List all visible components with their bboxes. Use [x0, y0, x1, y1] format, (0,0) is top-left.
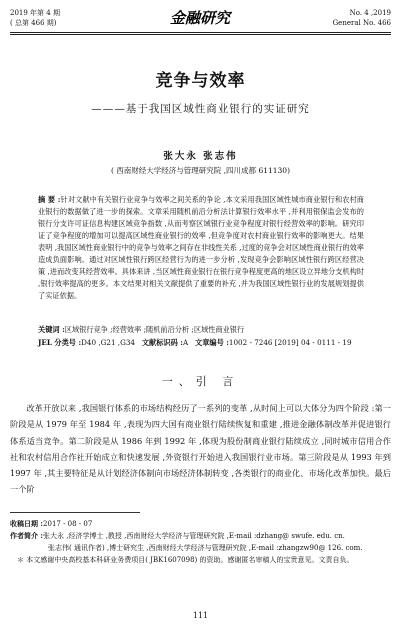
author-names: 张大永 张志伟 [163, 151, 238, 162]
header-issue-right: No. 4 ,2019 [349, 9, 391, 17]
article-number-label: 文章编号 : [195, 338, 229, 347]
body-paragraph: 改革开放以来 ,我国银行体系的市场结构经历了一系列的变革 ,从时间上可以大体分为四个阶段 :第一阶段是从 1979 年至 1984 年 ,表现为四大国有商业银行陆续恢复和重建 ,推进金融体制改革并促进银行体系适当竞争。第二阶段是从 1986 年到 1992 年 ,体现为股份制商业银行陆续成立 ,同时城市信用合作社和农村信用合作社开始成立和快速发展 ,外资银行开始进入我国银行业市场。第三阶段是从 1993 年到 1997 年 ,其主要特征是从计划经济体制向市场经济体制转变 ,各类银行的商业化、市场化改革加快。最后一个阶 [10, 403, 391, 495]
received-date [10, 518, 391, 530]
journal-logo [148, 5, 253, 29]
keywords [38, 325, 368, 335]
journal-name: 金融研究 [169, 9, 231, 27]
received-label: 收稿日期 : [10, 519, 44, 528]
author-info-1-text: 张大永 ,经济学博士 ,教授 ,西南财经大学经济与管理研究院 ,E-mail :dzhang@ swufe. edu. cn. [43, 532, 345, 540]
jel-codes: D40 ,G21 ,G34 [81, 338, 135, 347]
jel-label: JEL 分类号 : [38, 338, 82, 347]
footnotes [10, 518, 391, 566]
article-number: 1002 - 7246 [2019] 04 - 0111 - 19 [228, 338, 352, 347]
received-value: 2017 - 08 - 07 [43, 520, 93, 528]
author-info-2: 张志伟( 通讯作者) ,博士研究生 ,西南财经大学经济与管理研究院 ,E-mail :zhangzw90@ 126. com. [48, 544, 363, 552]
header-total-left: ( 总第 466 期) [10, 19, 57, 27]
keywords-text: 区域银行竞争 ;经营效率 ;随机前沿分析 ;区域性商业银行 [64, 325, 245, 334]
author-affiliation: ( 西南财经大学经济与管理研究院 ,四川成都 611130) [110, 166, 291, 175]
abstract-label: 摘 要 : [38, 195, 61, 204]
header-rule [10, 32, 391, 35]
author-info-label: 作者简介 : [10, 531, 44, 540]
paper-subtitle: ———基于我国区域性商业银行的实证研究 [91, 103, 310, 115]
author-info-1 [10, 530, 391, 542]
funding-note: ＊ 本文感谢中央高校基本科研业务费项目( JBK1607098) 的资助。感谢匿名审稿人的宝贵意见。文责自负。 [17, 556, 354, 564]
doc-code: A [182, 338, 189, 347]
abstract-text: 针对文献中有关银行业竞争与效率之间关系的争论 ,本文采用我国区域性城市商业银行和农村商业银行的数据做了进一步的探索。文章采用随机前沿分析法计算银行效率水平 ,并利用银保监会发布的银行分支许可证信息构建区域竞争指数 ,从而考察区域银行业竞争程度对银行经营效率的影响。研究印证了竞争程度的增加可以提高区域性商业银行的效率 ,但竞争度对农村商业银行效率的影响更大。结果表明 ,我国区域性商业银行中的竞争与效率之间存在非线性关系 ,过度的竞争会对区域性商业银行的效率造成负面影响。通过对区域性银行跨区经营行为的进一步分析 ,发现竞争会影响区域性银行跨区经营决策 ,进而改变其经营效率。具体来讲 ,当区域性商业银行在银行竞争程度更高的地区设立异地分支机构时 ,银行效率提高的更多。本文结果对相关文献提供了重要的补充 ,并为我国区域性银行业的发展规划提供了实证依据。 [38, 195, 364, 300]
footnote-rule [10, 512, 140, 513]
page-number: 111 [192, 611, 209, 620]
paper-title: 竞争与效率 [155, 71, 246, 91]
header-issue-left: 2019 年第 4 期 [10, 9, 60, 17]
classification-line [38, 338, 368, 348]
doc-code-label: 文献标识码 : [141, 338, 183, 347]
keywords-label: 关键词 : [38, 325, 65, 334]
header-total-right: General No. 466 [332, 19, 391, 27]
section-heading-introduction: 一、引 言 [161, 375, 240, 388]
abstract [38, 194, 364, 302]
